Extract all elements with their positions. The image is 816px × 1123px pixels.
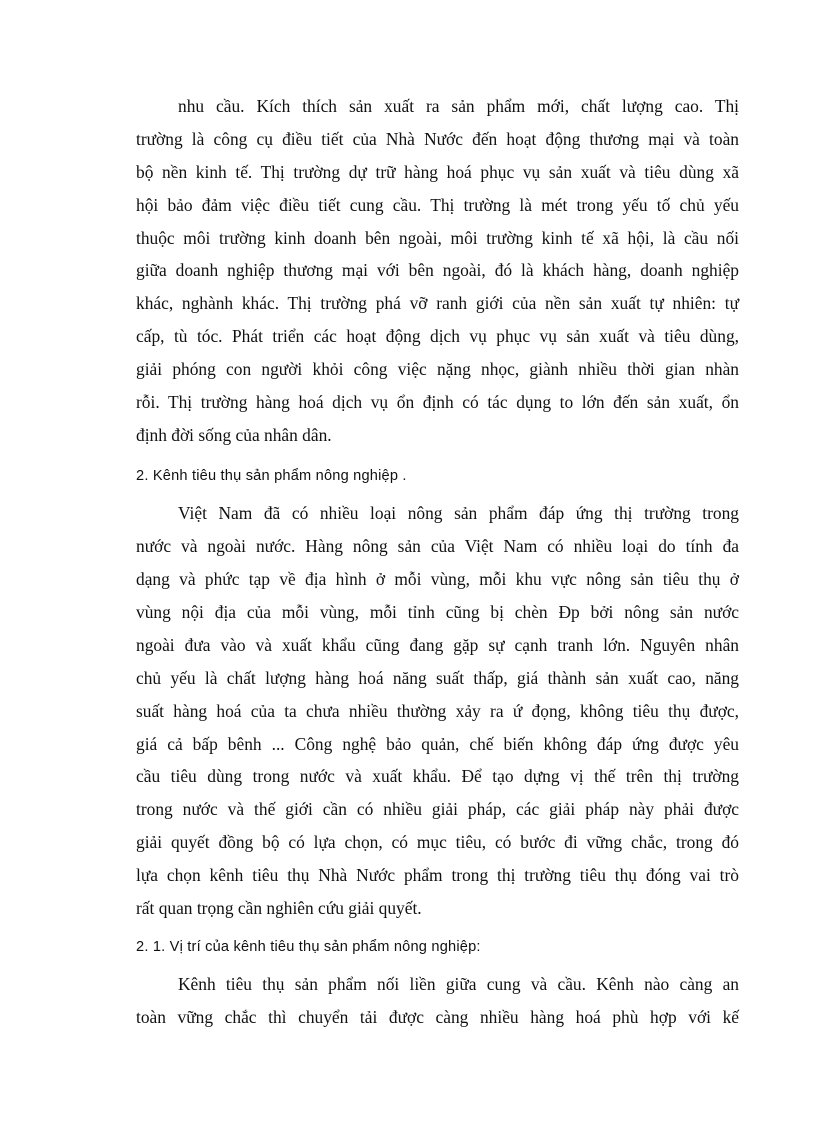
paragraph-line: khác, nghành khác. Thị trường phá vỡ ranh giới của nền sản xuất tự nhiên: tự bbox=[136, 293, 739, 313]
paragraph-line: rỗi. Thị trường hàng hoá dịch vụ ổn định có tác dụng to lớn đến sản xuất, ổn bbox=[136, 392, 739, 412]
section-heading: 2. Kênh tiêu thụ sản phẩm nông nghiệp . bbox=[136, 468, 407, 484]
paragraph-line: cầu tiêu dùng trong nước và xuất khẩu. Để tạo dựng vị thế trên thị trường bbox=[136, 766, 739, 786]
paragraph-line: bộ nền kinh tế. Thị trường dự trữ hàng hoá phục vụ sản xuất và tiêu dùng xã bbox=[136, 162, 739, 182]
paragraph-line: trong nước và thế giới cần có nhiều giải pháp, các giải pháp này phải được bbox=[136, 799, 739, 819]
paragraph-line: giải quyết đồng bộ có lựa chọn, có mục tiêu, có bước đi vững chắc, trong đó bbox=[136, 832, 739, 852]
section-heading: 2. 1. Vị trí của kênh tiêu thụ sản phẩm nông nghiệp: bbox=[136, 939, 481, 955]
paragraph-line: Kênh tiêu thụ sản phẩm nối liền giữa cung và cầu. Kênh nào càng an bbox=[178, 974, 739, 994]
paragraph-line: Việt Nam đã có nhiều loại nông sản phẩm đáp ứng thị trường trong bbox=[178, 503, 739, 523]
paragraph-line: giải phóng con người khỏi công việc nặng nhọc, giành nhiều thời gian nhàn bbox=[136, 359, 739, 379]
paragraph-line: hội bảo đảm việc điều tiết cung cầu. Thị trường là mét trong yếu tố chủ yếu bbox=[136, 195, 739, 215]
paragraph-line: chủ yếu là chất lượng hàng hoá năng suất thấp, giá thành sản xuất cao, năng bbox=[136, 668, 739, 688]
paragraph-line: giá cả bấp bênh ... Công nghệ bảo quản, chế biến không đáp ứng được yêu bbox=[136, 734, 739, 754]
paragraph-line: giữa doanh nghiệp thương mại với bên ngoài, đó là khách hàng, doanh nghiệp bbox=[136, 260, 739, 280]
paragraph-line: định đời sống của nhân dân. bbox=[136, 425, 332, 445]
paragraph-line: dạng và phức tạp về địa hình ở mỗi vùng, mỗi khu vực nông sản tiêu thụ ở bbox=[136, 569, 739, 589]
paragraph-line: thuộc môi trường kinh doanh bên ngoài, môi trường kinh tế xã hội, là cầu nối bbox=[136, 228, 739, 248]
paragraph-line: toàn vững chắc thì chuyển tải được càng nhiều hàng hoá phù hợp với kế bbox=[136, 1007, 739, 1027]
paragraph-line: lựa chọn kênh tiêu thụ Nhà Nước phẩm trong thị trường tiêu thụ đóng vai trò bbox=[136, 865, 739, 885]
paragraph-line: vùng nội địa của mỗi vùng, mỗi tỉnh cũng bị chèn Ðp bởi nông sản nước bbox=[136, 602, 739, 622]
paragraph-line: rất quan trọng cần nghiên cứu giải quyết. bbox=[136, 898, 422, 918]
paragraph-line: cấp, tù tóc. Phát triển các hoạt động dịch vụ phục vụ sản xuất và tiêu dùng, bbox=[136, 326, 739, 346]
paragraph-line: suất hàng hoá của ta chưa nhiều thường xảy ra ứ đọng, không tiêu thụ được, bbox=[136, 701, 739, 721]
paragraph-line: ngoài đưa vào và xuất khẩu cũng đang gặp sự cạnh tranh lớn. Nguyên nhân bbox=[136, 635, 739, 655]
paragraph-line: nhu cầu. Kích thích sản xuất ra sản phẩm mới, chất lượng cao. Thị bbox=[178, 96, 739, 116]
paragraph-line: trường là công cụ điều tiết của Nhà Nước đến hoạt động thương mại và toàn bbox=[136, 129, 739, 149]
paragraph-line: nước và ngoài nước. Hàng nông sản của Việt Nam có nhiều loại do tính đa bbox=[136, 536, 739, 556]
